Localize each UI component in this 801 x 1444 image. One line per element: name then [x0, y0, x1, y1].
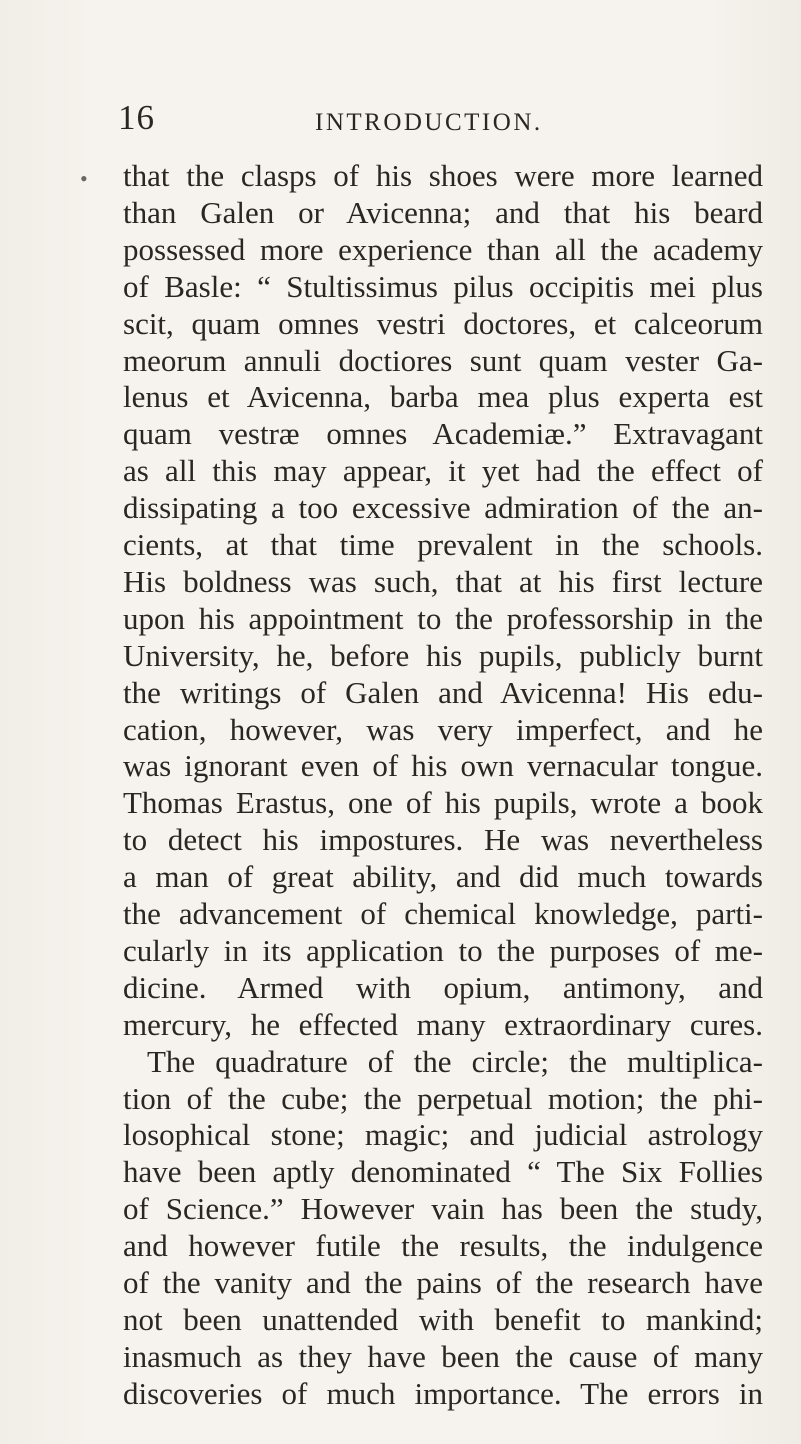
text-line: the advancement of chemical knowledge, parti-	[123, 896, 763, 931]
text-line: lenus et Avicenna, barba mea plus experta est	[123, 379, 763, 415]
text-line: the writings of Galen and Avicenna! His edu-	[123, 674, 763, 710]
text-line: a man of great ability, and did much towards	[123, 859, 763, 895]
text-line: quam vestræ omnes Academiæ.” Extravagant	[123, 416, 763, 452]
margin-mark: •	[80, 166, 88, 191]
text-line: of the vanity and the pains of the research have	[123, 1265, 763, 1300]
text-line: losophical stone; magic; and judicial astrology	[123, 1117, 763, 1153]
text-line: as all this may appear, it yet had the effect of	[123, 453, 763, 489]
text-line: was ignorant even of his own vernacular tongue.	[123, 748, 763, 784]
text-line: to detect his impostures. He was nevertheless	[123, 822, 763, 858]
body-text	[123, 158, 763, 1418]
text-line: than Galen or Avicenna; and that his beard	[123, 194, 763, 230]
text-line: Thomas Erastus, one of his pupils, wrote a book	[123, 785, 763, 821]
running-head: INTRODUCTION.	[315, 109, 543, 136]
text-line: not been unattended with benefit to mankind;	[123, 1301, 763, 1337]
text-line: have been aptly denominated “ The Six Follies	[123, 1154, 763, 1190]
page-header	[118, 98, 758, 142]
text-line: cularly in its application to the purposes of me-	[123, 932, 763, 968]
text-line: and however futile the results, the indulgence	[123, 1228, 763, 1264]
text-line: tion of the cube; the perpetual motion; the phi-	[123, 1080, 763, 1116]
text-line: scit, quam omnes vestri doctores, et calceorum	[123, 305, 763, 341]
text-line: possessed more experience than all the academy	[123, 231, 763, 267]
text-line: The quadrature of the circle; the multiplica-	[147, 1043, 763, 1079]
text-line: discoveries of much importance. The errors in	[123, 1375, 763, 1411]
text-line: cation, however, was very imperfect, and he	[123, 711, 763, 747]
text-line: University, he, before his pupils, publicly burnt	[123, 637, 763, 673]
text-line: mercury, he effected many extraordinary cures.	[123, 1006, 763, 1042]
page-number: 16	[118, 98, 155, 137]
text-line: upon his appointment to the professorship in the	[123, 600, 763, 636]
text-line: His boldness was such, that at his first lecture	[123, 563, 763, 599]
text-line: dicine. Armed with opium, antimony, and	[123, 969, 763, 1005]
text-line: of Basle: “ Stultissimus pilus occipitis mei plus	[123, 268, 763, 304]
text-line: dissipating a too excessive admiration of the an-	[123, 490, 763, 526]
text-line: meorum annuli doctiores sunt quam vester Ga-	[123, 342, 763, 378]
text-line: cients, at that time prevalent in the schools.	[123, 527, 763, 562]
text-line: that the clasps of his shoes were more learned	[123, 158, 763, 193]
text-line: inasmuch as they have been the cause of many	[123, 1338, 763, 1374]
text-line: of Science.” However vain has been the study,	[123, 1191, 763, 1227]
